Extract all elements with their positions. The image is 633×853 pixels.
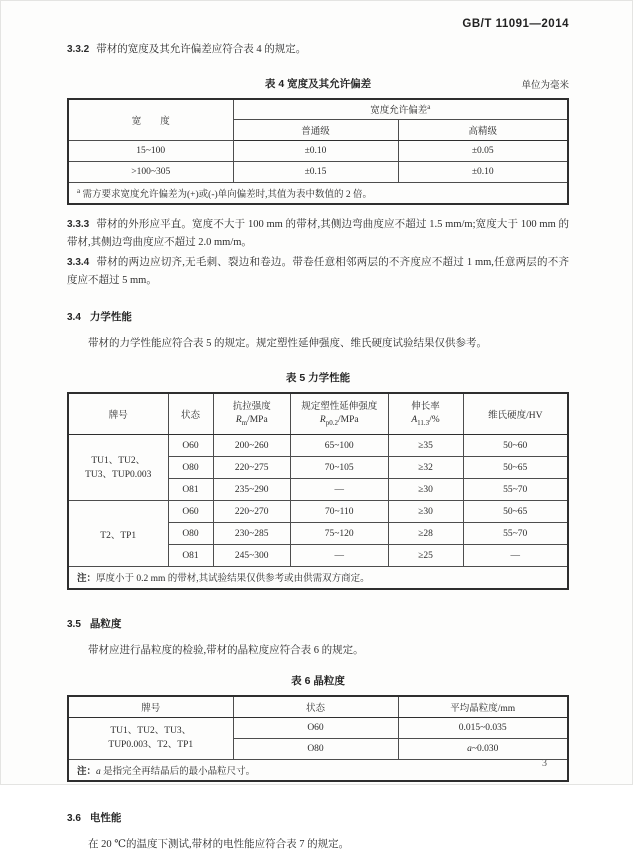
clause-number: 3.6 <box>67 813 81 824</box>
cell-tensile: 220~270 <box>213 501 291 523</box>
heading-title: 力学性能 <box>90 311 132 323</box>
symbol-subscript: 11.3 <box>417 419 429 427</box>
table4-header-footnote-marker: a <box>427 103 430 111</box>
cell-elongation: ≥28 <box>388 523 463 545</box>
table5-header-tensile <box>213 393 291 435</box>
grain-rest: ~0.030 <box>472 744 499 754</box>
table4-caption-text: 表 4 宽度及其允许偏差 <box>265 78 371 90</box>
cell-elongation: ≥30 <box>388 479 463 501</box>
table5-note <box>68 567 568 589</box>
table4-tolerance-header <box>233 99 568 120</box>
table5-grade-group1 <box>68 435 168 501</box>
header-line1: 抗拉强度 <box>233 402 271 412</box>
table4-subheader-ordinary: 普通级 <box>233 120 398 141</box>
symbol-subscript: m <box>242 419 247 427</box>
table4-cell: >100~305 <box>68 162 233 183</box>
grain-variable: a <box>467 744 472 754</box>
table4-subheader-high: 高精级 <box>398 120 568 141</box>
cell-proof: 70~105 <box>291 457 389 479</box>
page-content <box>67 1 569 853</box>
table4-cell: ±0.10 <box>233 141 398 162</box>
cell-elongation: ≥32 <box>388 457 463 479</box>
cell-tensile: 235~290 <box>213 479 291 501</box>
note-text: 是指完全再结晶后的最小晶粒尺寸。 <box>101 767 255 777</box>
table-row <box>68 717 568 738</box>
table4-width-header: 宽 度 <box>68 99 233 141</box>
table6-header-grain: 平均晶粒度/mm <box>398 696 568 717</box>
paragraph-3-6: 在 20 ℃的温度下测试,带材的电性能应符合表 7 的规定。 <box>67 836 569 853</box>
grade-line1: TU1、TU2、TU3、 <box>110 726 191 736</box>
table6-header-state: 状态 <box>233 696 398 717</box>
cell-proof: 70~110 <box>291 501 389 523</box>
clause-number: 3.5 <box>67 619 81 630</box>
table4-footnote-marker: a <box>77 187 80 195</box>
table6-note <box>68 759 568 781</box>
header-line1: 规定塑性延伸强度 <box>301 402 377 412</box>
paragraph-3-4: 带材的力学性能应符合表 5 的规定。规定塑性延伸强度、维氏硬度试验结果仅供参考。 <box>67 335 569 353</box>
table5-header-grade: 牌号 <box>68 393 168 435</box>
note-text: 厚度小于 0.2 mm 的带材,其试验结果仅供参考或由供需双方商定。 <box>96 574 370 584</box>
cell-elongation: ≥35 <box>388 435 463 457</box>
table-4 <box>67 98 569 206</box>
table4-cell: ±0.05 <box>398 141 568 162</box>
clause-number: 3.3.2 <box>67 44 89 55</box>
unit: /MPa <box>247 415 268 425</box>
clause-number: 3.4 <box>67 312 81 323</box>
table4-cell: ±0.10 <box>398 162 568 183</box>
cell-state: O81 <box>168 545 213 567</box>
cell-hardness: 55~70 <box>463 523 568 545</box>
clause-text: 带材的外形应平直。宽度不大于 100 mm 的带材,其侧边弯曲度应不超过 1.5 mm/m;宽度大于 100 mm 的带材,其侧边弯曲度应不超过 2.0 mm/m。 <box>67 219 569 248</box>
symbol: A <box>411 415 417 425</box>
table5-header-hardness: 维氏硬度/HV <box>463 393 568 435</box>
heading-3-6 <box>67 810 569 825</box>
cell-state: O60 <box>168 501 213 523</box>
page-number: 3 <box>542 758 547 769</box>
table5-caption-text: 表 5 力学性能 <box>286 372 350 384</box>
cell-hardness: — <box>463 545 568 567</box>
cell-elongation: ≥25 <box>388 545 463 567</box>
clause-3-3-2 <box>67 41 569 59</box>
cell-state: O81 <box>168 479 213 501</box>
table-5 <box>67 392 569 590</box>
table-6 <box>67 695 569 782</box>
cell-proof: — <box>291 545 389 567</box>
table4-footnote <box>68 183 568 205</box>
cell-state: O80 <box>168 457 213 479</box>
header-line1: 伸长率 <box>411 402 440 412</box>
cell-hardness: 50~65 <box>463 501 568 523</box>
clause-3-3-4 <box>67 254 569 289</box>
note-label: 注： <box>77 766 96 777</box>
clause-number: 3.3.4 <box>67 257 89 268</box>
cell-grain <box>398 738 568 759</box>
clause-number: 3.3.3 <box>67 219 89 230</box>
symbol: R <box>320 415 326 425</box>
table6-header-grade: 牌号 <box>68 696 233 717</box>
cell-hardness: 55~70 <box>463 479 568 501</box>
cell-proof: — <box>291 479 389 501</box>
table-row <box>68 435 568 457</box>
heading-title: 晶粒度 <box>90 618 122 630</box>
table5-header-elongation <box>388 393 463 435</box>
table5-caption <box>67 370 569 385</box>
table-row <box>68 501 568 523</box>
cell-hardness: 50~65 <box>463 457 568 479</box>
grade-line2: TUP0.003、T2、TP1 <box>108 740 193 750</box>
cell-state: O80 <box>168 523 213 545</box>
cell-tensile: 200~260 <box>213 435 291 457</box>
table6-caption <box>67 673 569 688</box>
cell-tensile: 245~300 <box>213 545 291 567</box>
table4-footnote-text: 需方要求宽度允许偏差为(+)或(-)单向偏差时,其值为表中数值的 2 倍。 <box>82 190 372 200</box>
table5-header-state: 状态 <box>168 393 213 435</box>
cell-state: O60 <box>233 717 398 738</box>
table4-cell: ±0.15 <box>233 162 398 183</box>
unit: /% <box>429 415 440 425</box>
table4-caption <box>67 76 569 91</box>
note-label: 注： <box>77 573 96 584</box>
clause-text: 带材的两边应切齐,无毛刺、裂边和卷边。带卷任意相邻两层的不齐度应不超过 1 mm,任意两层的不齐度应不超过 5 mm。 <box>67 257 569 286</box>
grade-line2: TU3、TUP0.003 <box>85 470 151 480</box>
grade-line1: TU1、TU2、 <box>91 456 145 466</box>
table5-grade-group2: T2、TP1 <box>68 501 168 567</box>
table4-unit-label: 单位为毫米 <box>521 77 569 91</box>
table6-grade-cell <box>68 717 233 759</box>
table4-tolerance-header-text: 宽度允许偏差 <box>370 106 427 116</box>
unit: /MPa <box>338 415 359 425</box>
table-row <box>68 162 568 183</box>
paragraph-3-5: 带材应进行晶粒度的检验,带材的晶粒度应符合表 6 的规定。 <box>67 642 569 660</box>
table5-header-proof <box>291 393 389 435</box>
cell-state: O60 <box>168 435 213 457</box>
cell-elongation: ≥30 <box>388 501 463 523</box>
clause-3-3-3 <box>67 216 569 251</box>
cell-grain: 0.015~0.035 <box>398 717 568 738</box>
symbol-subscript: p0.2 <box>326 419 338 427</box>
cell-proof: 65~100 <box>291 435 389 457</box>
table6-caption-text: 表 6 晶粒度 <box>291 675 345 687</box>
cell-hardness: 50~60 <box>463 435 568 457</box>
cell-state: O80 <box>233 738 398 759</box>
cell-tensile: 220~275 <box>213 457 291 479</box>
table4-cell: 15~100 <box>68 141 233 162</box>
doc-number: GB/T 11091—2014 <box>67 18 569 30</box>
table-row <box>68 141 568 162</box>
symbol: R <box>236 415 242 425</box>
heading-3-4 <box>67 309 569 324</box>
heading-title: 电性能 <box>90 812 122 824</box>
clause-text: 带材的宽度及其允许偏差应符合表 4 的规定。 <box>96 44 306 55</box>
note-variable: a <box>96 767 101 777</box>
cell-proof: 75~120 <box>291 523 389 545</box>
heading-3-5 <box>67 616 569 631</box>
cell-tensile: 230~285 <box>213 523 291 545</box>
